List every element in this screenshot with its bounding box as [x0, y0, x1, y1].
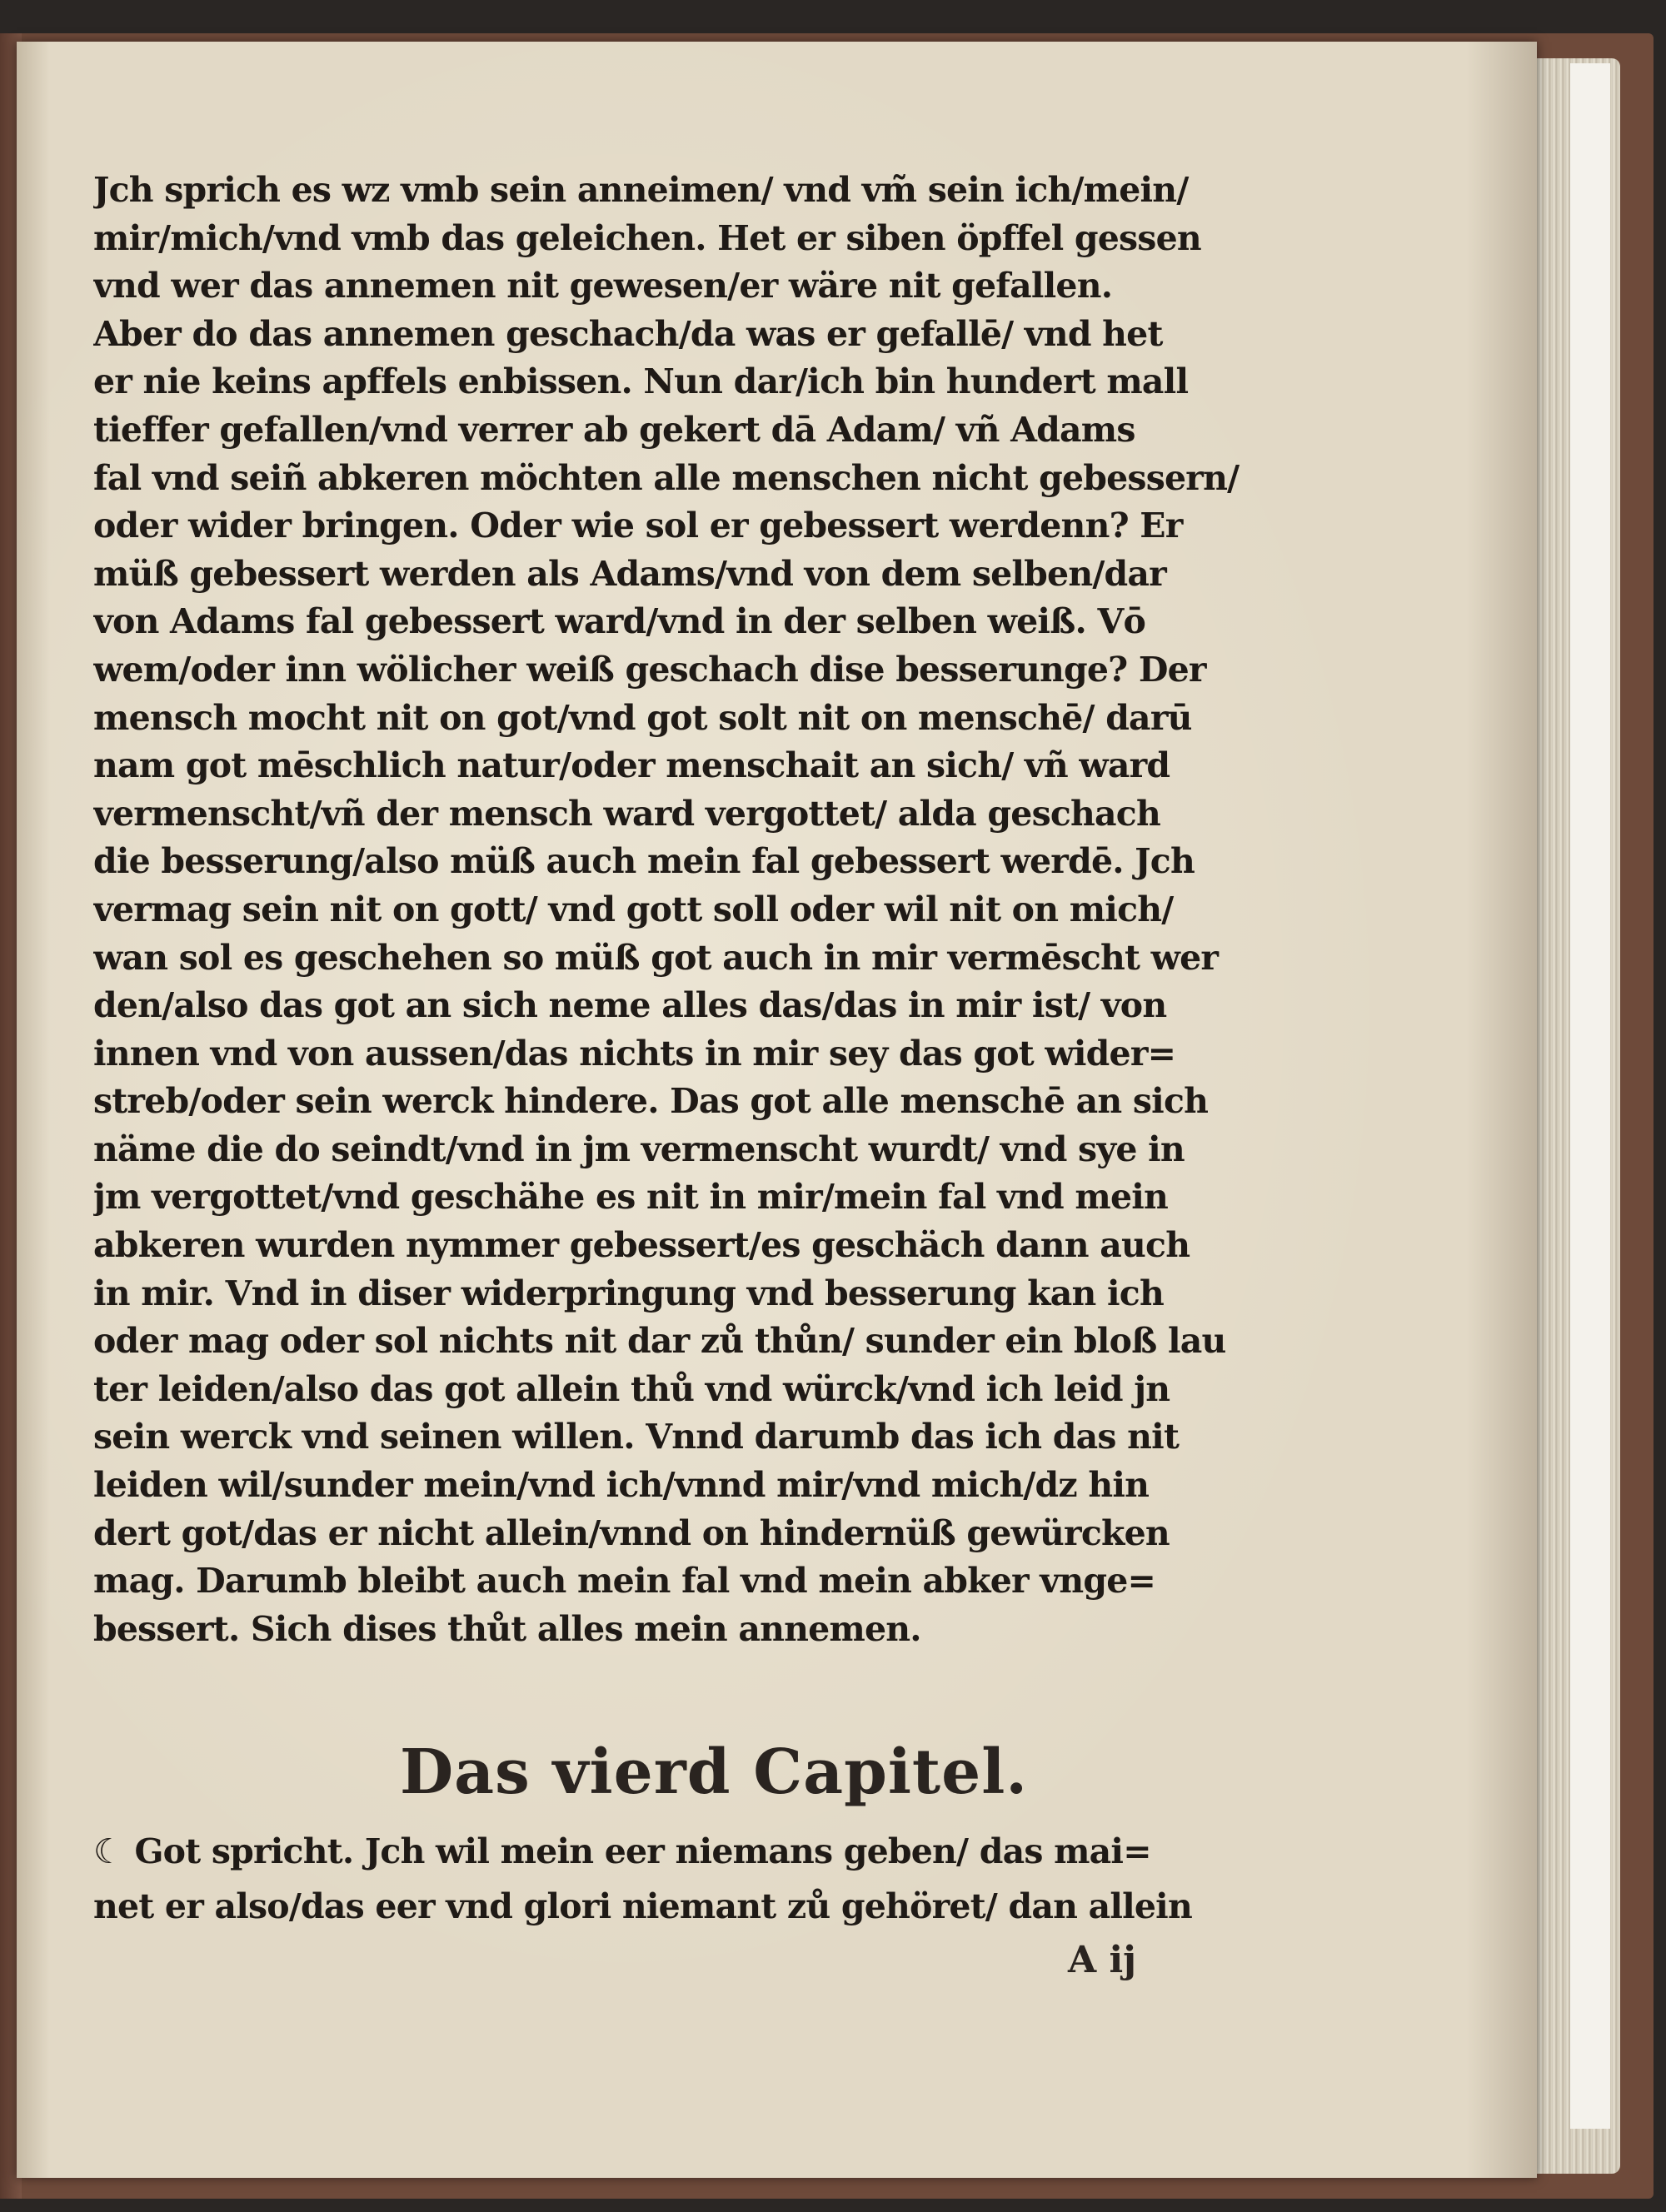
text-line: er nie keins apffels enbissen. Nun dar/ich bin hundert mall [93, 361, 1189, 402]
text-line: in mir. Vnd in diser widerpringung vnd besserung kan ich [93, 1273, 1164, 1313]
book-page [17, 42, 1537, 2178]
chapter-opening-paragraph [93, 1824, 1284, 1934]
text-line: sein werck vnd seinen willen. Vnnd darumb das ich das nit [93, 1417, 1180, 1457]
text-line: vermenscht/vñ der mensch ward vergottet/ alda geschach [93, 793, 1160, 834]
text-line: mag. Darumb bleibt auch mein fal vnd mein abker vnge= [93, 1561, 1156, 1602]
text-line: dert got/das er nicht allein/vnnd on hindernüß gewürcken [93, 1512, 1170, 1553]
text-line: mensch mocht nit on got/vnd got solt nit on menschē/ darū [93, 697, 1192, 738]
paragraph-line: net er also/das eer vnd glori niemant zů gehöret/ dan allein [93, 1886, 1192, 1926]
chapter-heading: Das vierd Capitel. [400, 1736, 1029, 1808]
text-line: die besserung/also müß auch mein fal gebessert werdē. Jch [93, 841, 1195, 882]
text-line: ter leiden/also das got allein thů vnd würck/vnd ich leid jn [93, 1368, 1170, 1409]
text-line: näme die do seindt/vnd in jm vermenscht wurdt/ vnd sye in [93, 1128, 1185, 1169]
text-line: von Adams fal gebessert ward/vnd in der selben weiß. Vō [93, 601, 1146, 642]
text-line: jm vergottet/vnd geschähe es nit in mir/mein fal vnd mein [93, 1177, 1169, 1218]
text-line: streb/oder sein werck hindere. Das got alle menschē an sich [93, 1081, 1209, 1122]
text-line: oder wider bringen. Oder wie sol er gebessert werdenn? Er [93, 506, 1183, 546]
text-line: vermag sein nit on gott/ vnd gott soll oder wil nit on mich/ [93, 889, 1174, 929]
text-line: nam got mēschlich natur/oder menschait an sich/ vñ ward [93, 745, 1170, 786]
paragraph-line [93, 1824, 1284, 1879]
text-line: vnd wer das annemen nit gewesen/er wäre nit gefallen. [93, 266, 1113, 306]
text-line: Aber do das annemen geschach/da was er gefallē/ vnd het [93, 313, 1163, 354]
text-line: mir/mich/vnd vmb das geleichen. Het er siben öpffel gessen [93, 217, 1201, 258]
text-line: wan sol es geschehen so müß got auch in mir vermēscht wer [93, 937, 1219, 978]
text-line: oder mag oder sol nichts nit dar zů thůn/ sunder ein bloß lau [93, 1321, 1226, 1362]
text-line: tieffer gefallen/vnd verrer ab gekert dā Adam/ vñ Adams [93, 409, 1135, 450]
text-line: müß gebessert werden als Adams/vnd von dem selben/dar [93, 553, 1166, 594]
paragraph-line-text: Got spricht. Jch wil mein eer niemans geben/ das mai= [134, 1831, 1151, 1871]
text-line: innen vnd von aussen/das nichts in mir sey das got wider= [93, 1033, 1176, 1074]
inserted-blank-sheet [1570, 63, 1610, 2129]
body-text [93, 167, 1284, 1653]
signature-mark: A ij [1068, 1939, 1137, 1981]
text-line: wem/oder inn wölicher weiß geschach dise besserunge? Der [93, 649, 1206, 690]
pilcrow-mark: ☾ [93, 1831, 123, 1871]
text-line: leiden wil/sunder mein/vnd ich/vnnd mir/vnd mich/dz hin [93, 1465, 1150, 1506]
text-line: Jch sprich es wz vmb sein anneimen/ vnd vm̃ sein ich/mein/ [93, 170, 1189, 210]
text-line: fal vnd seiñ abkeren möchten alle menschen nicht gebessern/ [93, 457, 1240, 498]
text-line: bessert. Sich dises thůt alles mein annemen. [93, 1608, 921, 1649]
text-line: abkeren wurden nymmer gebessert/es geschäch dann auch [93, 1225, 1190, 1266]
text-line: den/also das got an sich neme alles das/das in mir ist/ von [93, 985, 1167, 1026]
